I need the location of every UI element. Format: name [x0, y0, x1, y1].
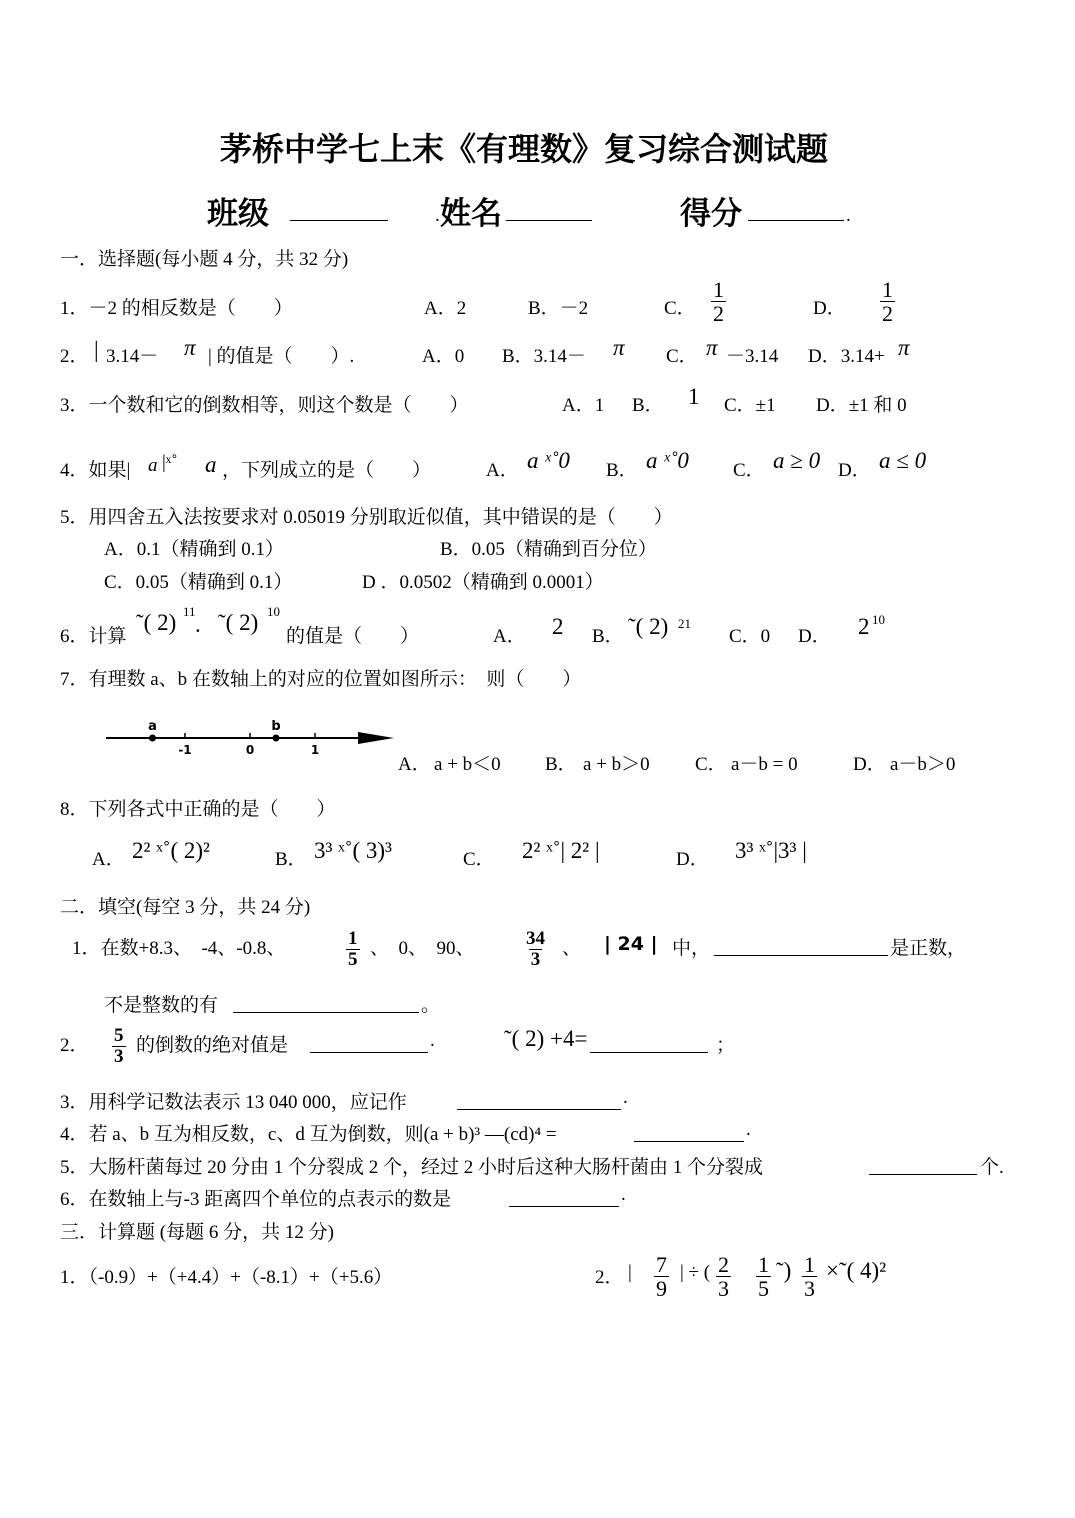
calc-q2-tail: ×˜( 4)²	[826, 1258, 887, 1283]
fill-q1-line2-end: 。	[421, 995, 441, 1016]
calc-q2-abs-close: | ÷ (	[680, 1262, 711, 1283]
class-field[interactable]	[290, 200, 388, 221]
fraction-numerator: 1	[882, 277, 893, 302]
q2-option-d: D．3.14+	[808, 346, 885, 367]
fraction-denominator: 5	[758, 1276, 769, 1302]
fill-q2-dot: .	[430, 1030, 435, 1051]
q2-option-a: A．0	[422, 346, 465, 367]
fill-q1-rest: 中，	[672, 938, 711, 959]
q6-option-b: B．	[592, 626, 624, 647]
point-a-label: a	[148, 719, 157, 734]
fraction-numerator: 5	[114, 1025, 124, 1046]
q4-option-c: C．	[733, 460, 765, 481]
fill-q1-mid: 、 0、 90、	[370, 938, 475, 959]
section1-heading: 一．选择题(每小题 4 分，共 32 分)	[60, 249, 349, 270]
q6-stem: 6．计算	[60, 626, 127, 647]
fill-q2-number: 2．	[60, 1035, 89, 1056]
number-line-figure	[100, 710, 400, 760]
q4-option-b: B．	[606, 460, 638, 481]
score-label: 得分	[680, 196, 742, 232]
q4-mid: |ˣ˚	[162, 452, 178, 473]
q6-expr-1: ˜( 2)	[136, 610, 177, 635]
fill-q1-blank-2[interactable]	[233, 992, 419, 1013]
q5-option-a: A．0.1（精确到 0.1）	[104, 539, 284, 560]
fill-q2-end: ；	[716, 1035, 736, 1056]
q1-option-c-fraction	[711, 278, 726, 325]
fraction-numerator: 1	[804, 1252, 815, 1277]
q8-option-b-expr: 3³ ˣ˚( 3)³	[314, 838, 392, 863]
q3-option-d: D．±1 和 0	[816, 395, 907, 416]
q6-option-c: C．0	[729, 626, 771, 647]
fraction-numerator: 1	[758, 1252, 769, 1277]
class-label: 班级	[207, 196, 269, 232]
fraction-denominator: 3	[114, 1045, 124, 1067]
fill-q1-abs: | 24 |	[604, 933, 658, 955]
pi-symbol: π	[898, 335, 910, 360]
point-a	[149, 735, 156, 742]
pi-symbol: π	[613, 335, 625, 360]
fill-q2-fraction	[112, 1026, 126, 1067]
q4-option-a-expr: a ˣ˚0	[527, 448, 570, 473]
number-line-tick-label: -1	[178, 743, 192, 757]
q1-option-b: B．－2	[528, 298, 589, 319]
calc-q2-fraction-4	[802, 1253, 817, 1300]
fraction-denominator: 3	[530, 948, 541, 970]
q1-option-c: C．	[664, 298, 696, 319]
section3-heading: 三．计算题 (每题 6 分，共 12 分)	[60, 1222, 334, 1243]
number-line-arrow	[358, 732, 394, 744]
q6-option-a-value: 2	[552, 614, 564, 639]
calc-q1: 1．（-0.9）+（+4.4）+（-8.1）+（+5.6）	[60, 1267, 393, 1288]
fill-q4-blank[interactable]	[634, 1121, 744, 1142]
fill-q1-fraction-1	[346, 929, 360, 970]
q8-option-b: B．	[275, 849, 307, 870]
q6-exp-2: 10	[267, 604, 280, 619]
q6-option-b-exp: 21	[678, 616, 691, 631]
q2-option-c: C．	[666, 346, 698, 367]
q2-rest: | 的值是（ ）.	[208, 346, 355, 367]
q3-stem: 3．一个数和它的倒数相等，则这个数是（ ）	[60, 395, 469, 416]
fill-q2-blank-1[interactable]	[310, 1032, 428, 1053]
calc-q2-abs-open: |	[628, 1262, 632, 1283]
fraction-numerator: 1	[713, 277, 724, 302]
q1-option-d: D．	[813, 298, 846, 319]
q7-option-b: B．	[545, 754, 577, 775]
q6-expr-2: ˜( 2)	[218, 610, 259, 635]
q7-option-c-expr: a－b = 0	[731, 754, 798, 775]
fill-q3-blank[interactable]	[457, 1089, 621, 1110]
q1-option-a: A．2	[424, 298, 467, 319]
fill-q6-blank[interactable]	[509, 1186, 619, 1207]
q8-option-d: D．	[676, 849, 709, 870]
q8-option-a-expr: 2² ˣ˚( 2)²	[132, 838, 210, 863]
fill-q5-stem: 5．大肠杆菌每过 20 分由 1 个分裂成 2 个，经过 2 小时后这种大肠杆菌由 1 个分裂成	[60, 1157, 764, 1178]
q1-option-d-fraction	[880, 278, 895, 325]
q4-option-b-expr: a ˣ˚0	[646, 448, 689, 473]
fill-q1-tail: 是正数，	[890, 938, 967, 959]
q2-abs-bar: |	[94, 337, 99, 362]
q7-option-a-expr: a + b＜0	[434, 754, 501, 775]
q2-expr: 3.14－	[106, 346, 159, 367]
number-line-tick-label: 0	[245, 743, 255, 757]
q4-stem: 4．如果|	[60, 460, 131, 481]
fill-q2-stem: 的倒数的绝对值是	[136, 1035, 289, 1056]
fill-q3-end: .	[623, 1087, 628, 1108]
q4-option-d: D．	[838, 460, 871, 481]
q3-option-b-value: 1	[688, 384, 700, 409]
fraction-denominator: 3	[718, 1276, 729, 1302]
score-field[interactable]	[748, 200, 844, 221]
q6-rest: 的值是（ ）	[286, 626, 420, 647]
fill-q2-blank-2[interactable]	[590, 1032, 708, 1053]
calc-q2-fraction-3	[756, 1253, 771, 1300]
q5-option-d: D ．0.0502（精确到 0.0001）	[362, 572, 604, 593]
calc-q2-fraction-1	[654, 1253, 669, 1300]
q5-option-c: C．0.05（精确到 0.1）	[104, 572, 293, 593]
fill-q1-line2: 不是整数的有	[104, 995, 219, 1016]
pi-symbol: π	[706, 335, 718, 360]
q5-option-b: B．0.05（精确到百分位）	[440, 539, 657, 560]
q8-stem: 8．下列各式中正确的是（ ）	[60, 799, 336, 820]
q4-rest: ，下列成立的是（ ）	[222, 460, 432, 481]
q4-option-a: A．	[486, 460, 519, 481]
calc-q2-number: 2．	[595, 1267, 624, 1288]
q8-option-d-expr: 3³ ˣ˚|3³ |	[735, 838, 807, 863]
fill-q1-sep: 、	[562, 938, 582, 959]
q4-option-c-expr: a ≥ 0	[773, 448, 821, 473]
fraction-numerator: 7	[656, 1252, 667, 1277]
q6-option-d-base: 2	[858, 614, 870, 639]
fraction-denominator: 9	[656, 1276, 667, 1302]
fraction-denominator: 2	[882, 301, 893, 327]
fraction-numerator: 34	[526, 928, 545, 949]
q8-option-c: C．	[463, 849, 495, 870]
calc-q2-fraction-2	[716, 1253, 731, 1300]
q7-option-a: A．	[398, 754, 431, 775]
fraction-denominator: 5	[348, 948, 358, 970]
pi-symbol: π	[184, 335, 196, 360]
page-title: 茅桥中学七上末《有理数》复习综合测试题	[220, 130, 829, 168]
q2-option-c-rest: －3.14	[726, 346, 779, 367]
point-b-label: b	[271, 719, 281, 734]
name-label: 姓名	[440, 196, 502, 232]
q1-stem: 1．－2 的相反数是（ ）	[60, 298, 293, 319]
name-field[interactable]	[506, 200, 592, 221]
q2-option-b: B．3.14－	[502, 346, 586, 367]
number-line-tick-label: 1	[310, 743, 320, 757]
fill-q5-blank[interactable]	[869, 1154, 977, 1175]
fill-q2-expr: ˜( 2) +4=	[504, 1026, 588, 1051]
q4-variable-2: a	[205, 452, 217, 477]
fill-q1-blank-1[interactable]	[714, 935, 888, 956]
q6-option-a: A．	[493, 626, 526, 647]
calc-q2-close: ˜)	[776, 1258, 792, 1283]
fill-q3-stem: 3．用科学记数法表示 13 040 000，应记作	[60, 1092, 407, 1113]
q6-exp-1: 11	[183, 604, 196, 619]
q6-option-d: D．	[798, 626, 831, 647]
q7-option-d-expr: a－b＞0	[890, 754, 956, 775]
q4-option-d-expr: a ≤ 0	[879, 448, 927, 473]
q7-stem: 7．有理数 a、b 在数轴上的对应的位置如图所示： 则（ ）	[60, 669, 582, 690]
fraction-numerator: 1	[348, 928, 358, 949]
section2-heading: 二．填空(每空 3 分，共 24 分)	[60, 897, 311, 918]
fill-q6-stem: 6．在数轴上与-3 距离四个单位的点表示的数是	[60, 1189, 452, 1210]
header-end: .	[846, 205, 851, 226]
q3-option-b: B．	[632, 395, 664, 416]
q7-option-c: C．	[695, 754, 727, 775]
q6-option-b-expr: ˜( 2)	[628, 614, 669, 639]
fraction-denominator: 3	[804, 1276, 815, 1302]
fraction-denominator: 2	[713, 301, 724, 327]
q2-number: 2．	[60, 346, 89, 367]
q6-dot: .	[195, 612, 201, 637]
q8-option-c-expr: 2² ˣ˚| 2² |	[522, 838, 600, 863]
q8-option-a: A．	[92, 849, 125, 870]
header-dot: .	[435, 205, 440, 226]
fill-q5-end: 个.	[980, 1157, 1004, 1178]
fill-q6-end: .	[621, 1184, 626, 1205]
q3-option-c: C．±1	[724, 395, 776, 416]
q6-option-d-exp: 10	[872, 612, 885, 627]
q7-option-d: D．	[853, 754, 886, 775]
fill-q1-stem: 1．在数+8.3、 -4、-0.8、	[72, 938, 286, 959]
fraction-numerator: 2	[718, 1252, 729, 1277]
fill-q4-stem: 4．若 a、b 互为相反数，c、d 互为倒数，则(a + b)³ —(cd)⁴ =	[60, 1124, 557, 1145]
q4-variable: a	[148, 455, 158, 476]
q3-option-a: A．1	[562, 395, 605, 416]
point-b	[273, 735, 280, 742]
fill-q4-end: .	[746, 1119, 751, 1140]
q5-stem: 5．用四舍五入法按要求对 0.05019 分别取近似值，其中错误的是（ ）	[60, 507, 673, 528]
fill-q1-fraction-2	[524, 929, 547, 970]
q7-option-b-expr: a + b＞0	[583, 754, 650, 775]
